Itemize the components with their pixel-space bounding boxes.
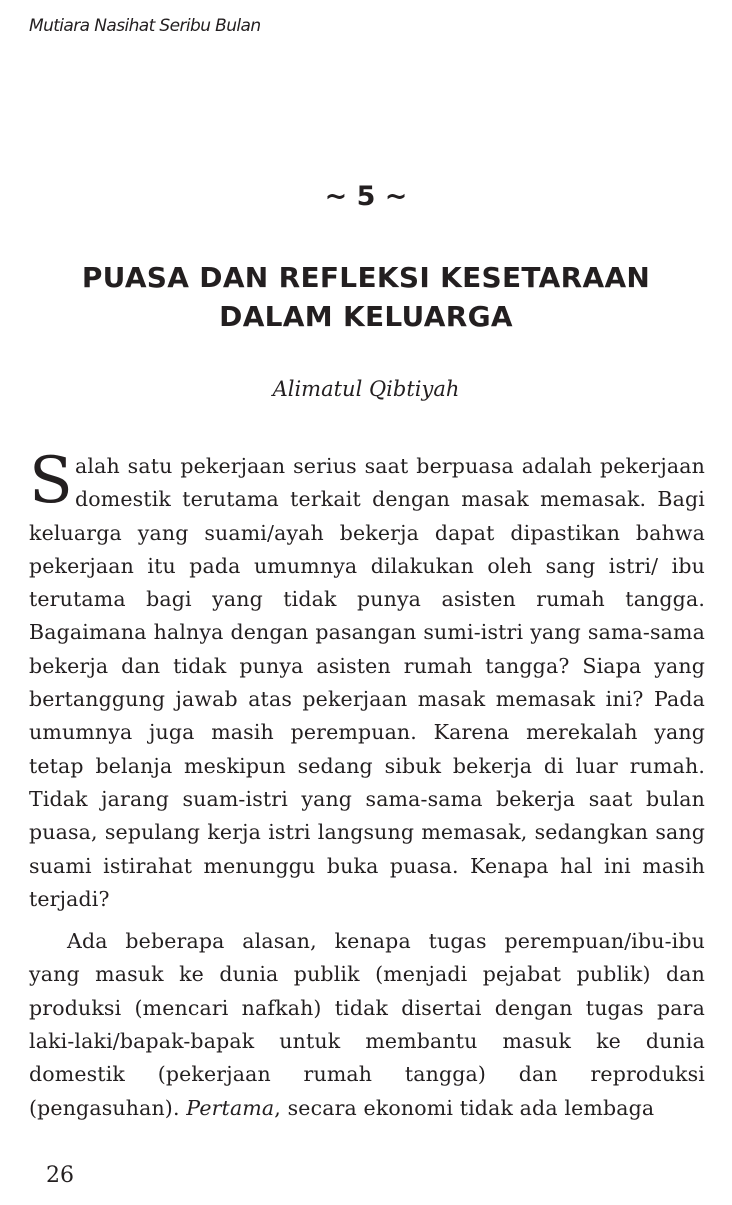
paragraph-2-text-end: , secara ekonomi tidak ada lembaga (274, 1095, 655, 1120)
paragraph-2 (29, 925, 705, 1125)
paragraph-2-emphasis: Pertama (186, 1095, 275, 1120)
chapter-title-line-1: PUASA DAN REFLEKSI KESETARAAN (81, 261, 651, 294)
chapter-title (0, 258, 732, 336)
running-head: Mutiara Nasihat Seribu Bulan (29, 16, 261, 36)
paragraph-2-text-start: Ada beberapa alasan, kenapa tugas perempuan/ibu-ibu yang masuk ke dunia publik (menjadi pejabat publik) dan produksi (mencari nafkah) tidak disertai dengan tugas para laki-laki/bapak-bapak untuk membantu masuk ke dunia domestik (pekerjaan rumah tangga) dan reproduksi (pengasuhan). (29, 929, 705, 1120)
page-number: 26 (46, 1163, 74, 1188)
paragraph-1-text: alah satu pekerjaan serius saat berpuasa adalah pekerjaan domestik terutama terkait dengan masak memasak. Bagi keluarga yang suami/ayah bekerja dapat dipastikan bahwa pekerjaan itu pada umumnya dilakukan oleh sang istri/ ibu terutama bagi yang tidak punya asisten rumah tangga. Bagaimana halnya dengan pasangan sumi-istri yang sama-sama bekerja dan tidak punya asisten rumah tangga? Siapa yang bertanggung jawab atas pekerjaan masak memasak ini? Pada umumnya juga masih perempuan. Karena merekalah yang tetap belanja meskipun sedang sibuk bekerja di luar rumah. Tidak jarang suam-istri yang sama-sama bekerja saat bulan puasa, sepulang kerja istri langsung memasak, sedangkan sang suami istirahat menunggu buka puasa. Kenapa hal ini masih terjadi? (29, 454, 705, 911)
body-text (29, 444, 705, 1125)
paragraph-1 (29, 444, 705, 916)
drop-cap: S (29, 444, 73, 518)
chapter-number: ~ 5 ~ (324, 181, 408, 212)
author-name: Alimatul Qibtiyah (272, 377, 460, 401)
chapter-title-line-2: DALAM KELUARGA (219, 300, 513, 333)
